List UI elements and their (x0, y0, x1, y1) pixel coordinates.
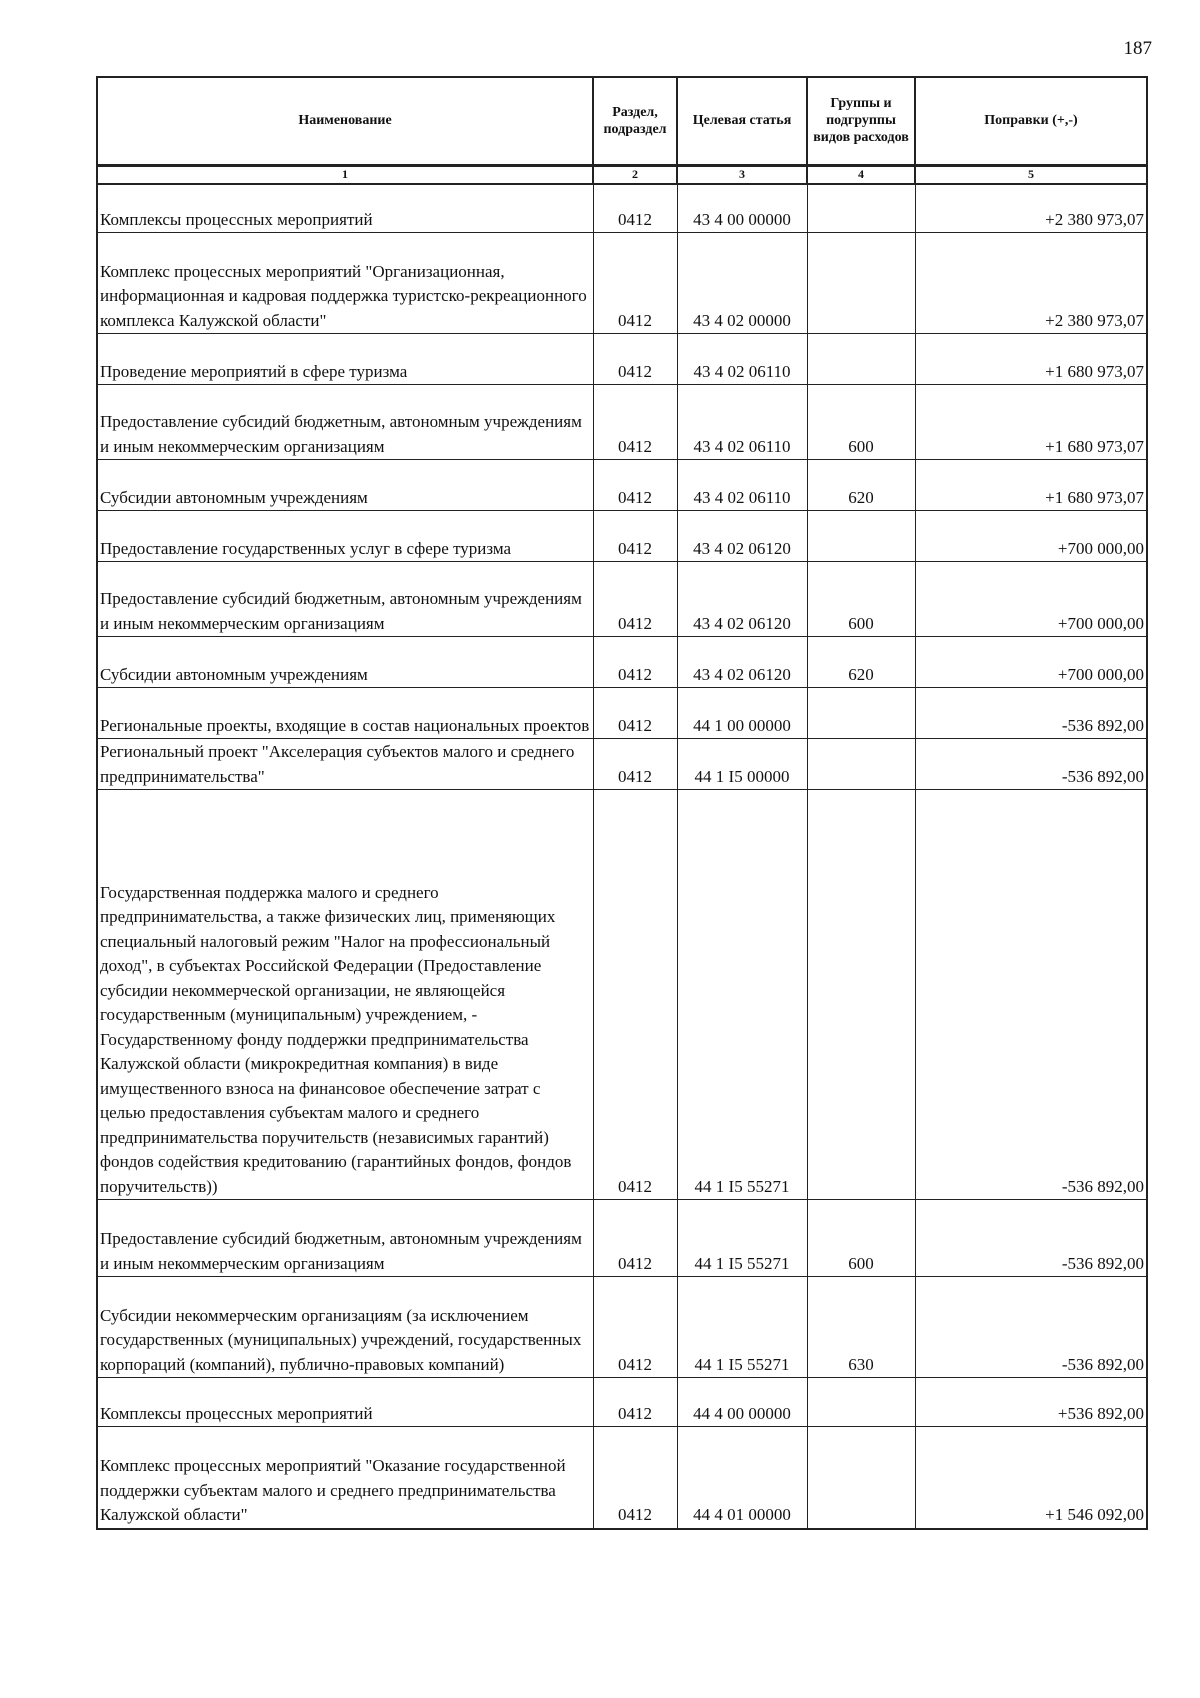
row-amount: -536 892,00 (915, 1200, 1147, 1277)
row-amount: -536 892,00 (915, 688, 1147, 739)
table-row (97, 460, 1147, 511)
table-row (97, 562, 1147, 637)
row-section: 0412 (593, 1378, 677, 1427)
row-amount: -536 892,00 (915, 739, 1147, 790)
row-group (807, 790, 915, 1200)
row-target: 43 4 02 06120 (677, 511, 807, 562)
row-target: 44 1 I5 55271 (677, 790, 807, 1200)
table-row (97, 184, 1147, 233)
row-target: 44 1 I5 55271 (677, 1277, 807, 1378)
table-row (97, 511, 1147, 562)
row-section: 0412 (593, 511, 677, 562)
row-group: 620 (807, 637, 915, 688)
row-section: 0412 (593, 637, 677, 688)
row-group: 600 (807, 562, 915, 637)
row-section: 0412 (593, 688, 677, 739)
table-row (97, 1378, 1147, 1427)
row-group: 620 (807, 460, 915, 511)
row-target: 44 1 I5 00000 (677, 739, 807, 790)
header-name: Наименование (97, 77, 593, 165)
row-amount: +2 380 973,07 (915, 233, 1147, 334)
table-row (97, 637, 1147, 688)
row-name: Государственная поддержка малого и среднего предпринимательства, а также физических лиц, применяющих специальный налоговый режим "Налог на профессиональный доход", в субъектах Российской Федерации (Предоставление субсидии некоммерческой организации, не являющейся государственным (муниципальным) учреждением, - Государственному фонду поддержки предпринимательства Калужской области (микрокредитная компания) в виде имущественного взноса на финансовое обеспечение затрат с целью предоставления субъектам малого и среднего предпринимательства поручительств (независимых гарантий) фондов содействия кредитованию (гарантийных фондов, фондов поручительств)) (97, 790, 593, 1200)
row-target: 43 4 02 06110 (677, 460, 807, 511)
row-name: Комплексы процессных мероприятий (97, 184, 593, 233)
header-section: Раздел, подраздел (593, 77, 677, 165)
row-target: 43 4 02 00000 (677, 233, 807, 334)
row-group: 630 (807, 1277, 915, 1378)
table-row (97, 233, 1147, 334)
row-amount: -536 892,00 (915, 1277, 1147, 1378)
row-section: 0412 (593, 790, 677, 1200)
row-amount: +536 892,00 (915, 1378, 1147, 1427)
row-amount: +2 380 973,07 (915, 184, 1147, 233)
row-section: 0412 (593, 562, 677, 637)
row-group: 600 (807, 385, 915, 460)
header-target: Целевая статья (677, 77, 807, 165)
row-name: Субсидии некоммерческим организациям (за исключением государственных (муниципальных) учреждений, государственных корпораций (компаний), публично-правовых компаний) (97, 1277, 593, 1378)
row-group (807, 1427, 915, 1529)
row-amount: +700 000,00 (915, 562, 1147, 637)
row-group (807, 511, 915, 562)
page-number: 187 (1123, 38, 1152, 59)
row-amount: +1 680 973,07 (915, 334, 1147, 385)
row-section: 0412 (593, 1277, 677, 1378)
row-name: Субсидии автономным учреждениям (97, 460, 593, 511)
row-section: 0412 (593, 1200, 677, 1277)
row-group (807, 688, 915, 739)
table-row (97, 739, 1147, 790)
row-name: Предоставление субсидий бюджетным, автономным учреждениям и иным некоммерческим организациям (97, 385, 593, 460)
column-number: 5 (915, 165, 1147, 184)
row-name: Предоставление субсидий бюджетным, автономным учреждениям и иным некоммерческим организациям (97, 1200, 593, 1277)
table-row (97, 1427, 1147, 1529)
row-target: 43 4 02 06120 (677, 637, 807, 688)
row-target: 43 4 02 06120 (677, 562, 807, 637)
header-amendments: Поправки (+,-) (915, 77, 1147, 165)
column-number: 2 (593, 165, 677, 184)
row-target: 44 4 01 00000 (677, 1427, 807, 1529)
table-header-row (97, 77, 1147, 165)
row-name: Комплекс процессных мероприятий "Организационная, информационная и кадровая поддержка туристско-рекреационного комплекса Калужской области" (97, 233, 593, 334)
row-group (807, 233, 915, 334)
row-section: 0412 (593, 739, 677, 790)
table-row (97, 688, 1147, 739)
table-row (97, 1277, 1147, 1378)
row-name: Региональные проекты, входящие в состав национальных проектов (97, 688, 593, 739)
row-target: 43 4 02 06110 (677, 334, 807, 385)
row-name: Проведение мероприятий в сфере туризма (97, 334, 593, 385)
table-row (97, 1200, 1147, 1277)
row-name: Предоставление государственных услуг в сфере туризма (97, 511, 593, 562)
row-amount: +700 000,00 (915, 637, 1147, 688)
row-name: Региональный проект "Акселерация субъектов малого и среднего предпринимательства" (97, 739, 593, 790)
table-row (97, 790, 1147, 1200)
row-amount: +1 680 973,07 (915, 460, 1147, 511)
row-group: 600 (807, 1200, 915, 1277)
row-amount: +700 000,00 (915, 511, 1147, 562)
row-amount: -536 892,00 (915, 790, 1147, 1200)
row-group (807, 739, 915, 790)
row-target: 44 1 00 00000 (677, 688, 807, 739)
row-target: 43 4 02 06110 (677, 385, 807, 460)
row-section: 0412 (593, 460, 677, 511)
row-group (807, 184, 915, 233)
row-amount: +1 546 092,00 (915, 1427, 1147, 1529)
header-groups: Группы и подгруппы видов расходов (807, 77, 915, 165)
row-name: Субсидии автономным учреждениям (97, 637, 593, 688)
table-row (97, 334, 1147, 385)
column-number: 4 (807, 165, 915, 184)
row-target: 44 4 00 00000 (677, 1378, 807, 1427)
row-section: 0412 (593, 1427, 677, 1529)
row-section: 0412 (593, 385, 677, 460)
row-target: 43 4 00 00000 (677, 184, 807, 233)
row-section: 0412 (593, 334, 677, 385)
column-number: 1 (97, 165, 593, 184)
row-group (807, 1378, 915, 1427)
column-number-row (97, 165, 1147, 184)
column-number: 3 (677, 165, 807, 184)
row-name: Предоставление субсидий бюджетным, автономным учреждениям и иным некоммерческим организациям (97, 562, 593, 637)
budget-amendments-table (96, 76, 1148, 1530)
row-amount: +1 680 973,07 (915, 385, 1147, 460)
row-section: 0412 (593, 184, 677, 233)
row-name: Комплекс процессных мероприятий "Оказание государственной поддержки субъектам малого и среднего предпринимательства Калужской области" (97, 1427, 593, 1529)
row-target: 44 1 I5 55271 (677, 1200, 807, 1277)
row-name: Комплексы процессных мероприятий (97, 1378, 593, 1427)
row-group (807, 334, 915, 385)
row-section: 0412 (593, 233, 677, 334)
table-row (97, 385, 1147, 460)
